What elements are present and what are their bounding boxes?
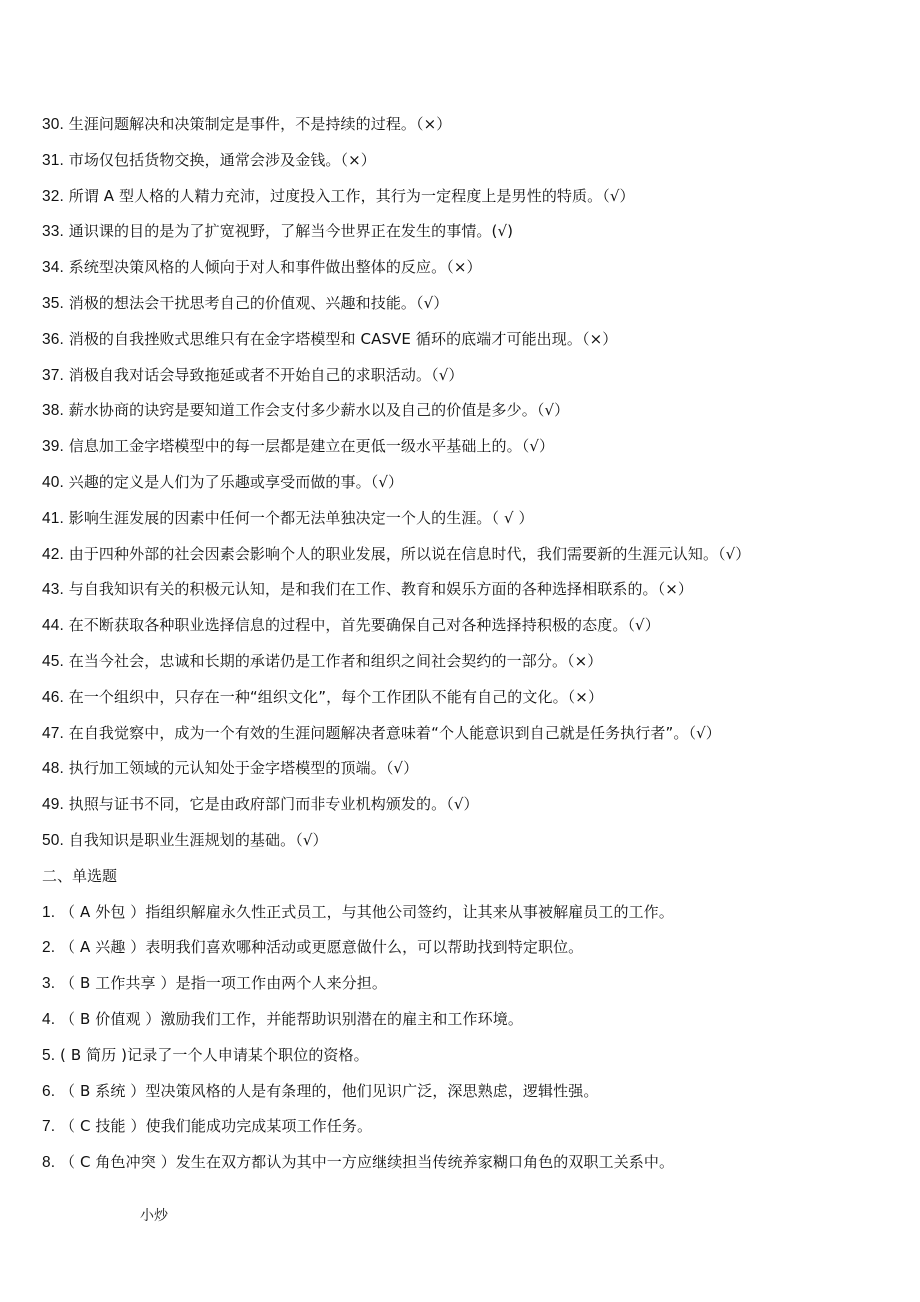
question-text: 信息加工金字塔模型中的每一层都是建立在更低一级水平基础上的。（√）	[68, 437, 555, 456]
question-number: 38.	[42, 402, 64, 420]
question-text: 执行加工领域的元认知处于金字塔模型的顶端。（√）	[68, 759, 419, 778]
question-text: 在一个组织中，只存在一种“组织文化”，每个工作团队不能有自己的文化。（×）	[68, 687, 604, 706]
single-choice-item	[42, 1043, 902, 1079]
true-false-item	[42, 685, 902, 721]
question-number: 32.	[42, 187, 64, 205]
single-choice-item	[42, 971, 902, 1007]
question-text: （ C 角色冲突 ）发生在双方都认为其中一方应继续担当传统养家糊口角色的双职工关系中。	[60, 1153, 675, 1172]
question-text: 在不断获取各种职业选择信息的过程中，首先要确保自己对各种选择持积极的态度。（√）	[68, 616, 660, 635]
true-false-item	[42, 721, 902, 757]
footer-text: 小炒	[140, 1208, 168, 1224]
question-number: 42.	[42, 545, 64, 563]
question-number: 48.	[42, 760, 64, 778]
true-false-item	[42, 470, 902, 506]
single-choice-item	[42, 1114, 902, 1150]
question-number: 46.	[42, 688, 64, 706]
true-false-item	[42, 112, 902, 148]
single-choice-item	[42, 900, 902, 936]
true-false-item	[42, 756, 902, 792]
true-false-item	[42, 792, 902, 828]
question-text: ( B 简历 )记录了一个人申请某个职位的资格。	[60, 1045, 369, 1064]
question-number: 40.	[42, 473, 64, 491]
true-false-item	[42, 219, 902, 255]
question-number: 8.	[42, 1154, 56, 1172]
single-choice-list	[42, 900, 902, 1186]
true-false-item	[42, 542, 902, 578]
question-text: 由于四种外部的社会因素会影响个人的职业发展，所以说在信息时代，我们需要新的生涯元认知。（√）	[68, 544, 751, 563]
question-text: 生涯问题解决和决策制定是事件，不是持续的过程。（×）	[68, 115, 452, 133]
true-false-list	[42, 112, 902, 864]
question-number: 1.	[42, 903, 56, 921]
question-text: 所谓 A 型人格的人精力充沛，过度投入工作，其行为一定程度上是男性的特质。（√）	[68, 186, 635, 205]
question-number: 4.	[42, 1010, 56, 1028]
question-text: 消极自我对话会导致拖延或者不开始自己的求职活动。（√）	[68, 365, 464, 384]
question-number: 34.	[42, 259, 64, 277]
true-false-item	[42, 398, 902, 434]
question-number: 30.	[42, 116, 64, 133]
question-text: （ A 外包 ）指组织解雇永久性正式员工，与其他公司签约，让其来从事被解雇员工的工作。	[60, 902, 674, 921]
question-number: 35.	[42, 294, 64, 312]
question-number: 43.	[42, 581, 64, 599]
true-false-item	[42, 649, 902, 685]
single-choice-item	[42, 1150, 902, 1186]
question-number: 3.	[42, 975, 56, 993]
question-number: 47.	[42, 724, 64, 742]
question-number: 31.	[42, 151, 64, 169]
question-text: 通识课的目的是为了扩宽视野，了解当今世界正在发生的事情。(√)	[68, 222, 514, 241]
question-number: 44.	[42, 617, 64, 635]
single-choice-item	[42, 1079, 902, 1115]
question-number: 6.	[42, 1082, 56, 1100]
question-text: 兴趣的定义是人们为了乐趣或享受而做的事。（√）	[68, 472, 404, 491]
question-number: 39.	[42, 438, 64, 456]
question-text: 在当今社会，忠诚和长期的承诺仍是工作者和组织之间社会契约的一部分。（×）	[68, 651, 603, 670]
question-number: 41.	[42, 509, 64, 527]
question-number: 5.	[42, 1046, 56, 1064]
question-text: （ B 系统 ）型决策风格的人是有条理的，他们见识广泛，深思熟虑，逻辑性强。	[60, 1081, 599, 1100]
question-number: 50.	[42, 831, 64, 849]
question-text: 与自我知识有关的积极元认知，是和我们在工作、教育和娱乐方面的各种选择相联系的。（×）	[68, 580, 694, 599]
question-text: 在自我觉察中，成为一个有效的生涯问题解决者意味着“个人能意识到自己就是任务执行者”。（√）	[68, 723, 721, 742]
question-text: 消极的自我挫败式思维只有在金字塔模型和 CASVE 循环的底端才可能出现。（×）	[68, 329, 618, 348]
question-number: 2.	[42, 939, 56, 957]
true-false-item	[42, 184, 902, 220]
true-false-item	[42, 577, 902, 613]
true-false-item	[42, 434, 902, 470]
question-text: 执照与证书不同，它是由政府部门而非专业机构颁发的。（√）	[68, 795, 479, 814]
question-text: 影响生涯发展的因素中任何一个都无法单独决定一个人的生涯。（ √ ）	[68, 508, 534, 527]
question-number: 7.	[42, 1118, 56, 1136]
single-choice-item	[42, 1007, 902, 1043]
question-text: （ B 价值观 ）激励我们工作，并能帮助识别潜在的雇主和工作环境。	[60, 1009, 523, 1028]
true-false-item	[42, 255, 902, 291]
true-false-item	[42, 506, 902, 542]
question-text: 自我知识是职业生涯规划的基础。（√）	[68, 830, 328, 849]
question-number: 45.	[42, 652, 64, 670]
question-number: 36.	[42, 330, 64, 348]
true-false-item	[42, 148, 902, 184]
question-text: 薪水协商的诀窍是要知道工作会支付多少薪水以及自己的价值是多少。（√）	[68, 401, 570, 420]
question-number: 37.	[42, 366, 64, 384]
document-content	[42, 112, 902, 1186]
question-text: 系统型决策风格的人倾向于对人和事件做出整体的反应。（×）	[68, 258, 482, 277]
single-choice-item	[42, 935, 902, 971]
question-text: （ C 技能 ）使我们能成功完成某项工作任务。	[60, 1117, 373, 1136]
question-number: 49.	[42, 796, 64, 814]
section-title-single-choice: 二、单选题	[42, 866, 118, 885]
question-text: 市场仅包括货物交换，通常会涉及金钱。（×）	[68, 150, 376, 169]
true-false-item	[42, 291, 902, 327]
true-false-item	[42, 828, 902, 864]
question-text: （ B 工作共享 ）是指一项工作由两个人来分担。	[60, 974, 388, 993]
question-text: 消极的想法会干扰思考自己的价值观、兴趣和技能。（√）	[68, 293, 449, 312]
question-text: （ A 兴趣 ）表明我们喜欢哪种活动或更愿意做什么，可以帮助找到特定职位。	[60, 938, 584, 957]
question-number: 33.	[42, 223, 64, 241]
true-false-item	[42, 363, 902, 399]
true-false-item	[42, 327, 902, 363]
true-false-item	[42, 613, 902, 649]
